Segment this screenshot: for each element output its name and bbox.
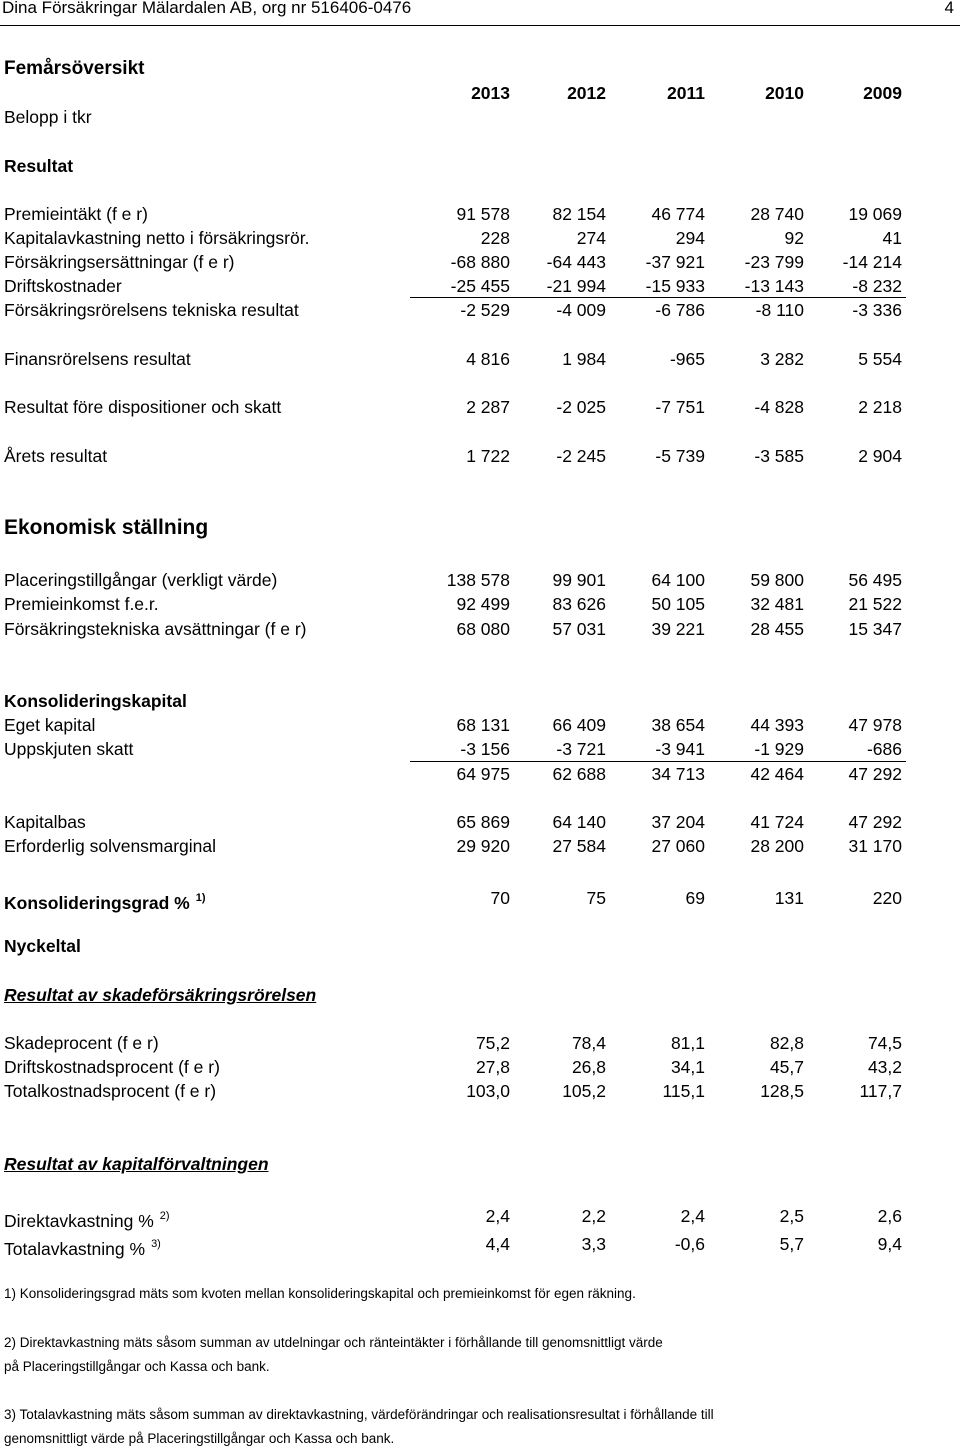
cell-2012: -64 443 [546, 252, 606, 272]
cell-2010: -23 799 [744, 252, 804, 272]
row-label: Driftskostnader [4, 276, 122, 296]
page-header [0, 0, 960, 20]
cell-2010: 28 200 [750, 836, 804, 856]
table-row [0, 738, 960, 762]
cell-2012: 83 626 [552, 594, 606, 614]
row-label: Placeringstillgångar (verkligt värde) [4, 570, 278, 590]
row-label: Premieintäkt (f e r) [4, 204, 148, 224]
footnote-2-line-2: på Placeringstillgångar och Kassa och bank. [4, 1359, 270, 1374]
cell-2010: 41 724 [750, 812, 804, 832]
cell-2011: -15 933 [645, 276, 705, 296]
cell-2012: -2 025 [556, 397, 606, 417]
subtotal-rule [410, 297, 906, 298]
cell-2011: -965 [669, 349, 705, 369]
year-header: 2009 [863, 83, 902, 103]
table-row [0, 887, 960, 911]
cell-2013: 2,4 [485, 1206, 510, 1226]
table-row [0, 569, 960, 593]
unit-row [0, 106, 960, 130]
row-label: Kapitalavkastning netto i försäkringsrör. [4, 228, 310, 248]
cell-2009: 2 218 [858, 397, 902, 417]
cell-2012: 62 688 [552, 764, 606, 784]
cell-2009: 220 [872, 888, 902, 908]
cell-2009: 5 554 [858, 349, 902, 369]
cell-2010: 131 [774, 888, 804, 908]
cell-2011: 115,1 [662, 1081, 705, 1101]
footnote-2-line-1: 2) Direktavkastning mäts såsom summan av utdelningar och ränteintäkter i förhållande till genomsnittligt värde [4, 1335, 663, 1350]
row-label: Eget kapital [4, 715, 96, 735]
cell-2011: 38 654 [651, 715, 705, 735]
table-row [0, 763, 960, 787]
table-row [0, 1032, 960, 1056]
row-label: Erforderlig solvensmarginal [4, 836, 217, 856]
cell-2010: 42 464 [750, 764, 804, 784]
footnote-3-line-2: genomsnittligt värde på Placeringstillgångar och Kassa och bank. [4, 1431, 395, 1446]
row-label: Totalkostnadsprocent (f e r) [4, 1081, 217, 1101]
cell-2011: 69 [685, 888, 705, 908]
table-row [0, 348, 960, 372]
row-label: Kapitalbas [4, 812, 86, 832]
kapital-heading-row [0, 1153, 960, 1177]
cell-2011: 81,1 [670, 1033, 705, 1053]
cell-2013: -25 455 [450, 276, 510, 296]
cell-2013: 27,8 [475, 1057, 510, 1077]
cell-2010: -13 143 [744, 276, 804, 296]
row-label: Finansrörelsens resultat [4, 349, 191, 369]
ekonomisk-heading-row [0, 517, 960, 545]
page-number: 4 [944, 0, 954, 17]
row-label [4, 887, 206, 914]
cell-2009: -14 214 [842, 252, 902, 272]
cell-2013: 4 816 [466, 349, 510, 369]
footnote-marker: 3) [151, 1238, 161, 1250]
cell-2011: 27 060 [651, 836, 705, 856]
table-row [0, 1205, 960, 1229]
cell-2011: -7 751 [655, 397, 705, 417]
cell-2010: 59 800 [750, 570, 804, 590]
resultat-heading: Resultat [4, 156, 74, 176]
cell-2011: 34,1 [670, 1057, 705, 1077]
cell-2010: 28 455 [750, 619, 804, 639]
cell-2011: 294 [675, 228, 705, 248]
footnote-1: 1) Konsolideringsgrad mäts som kvoten mellan konsolideringskapital och premieinkomst för egen räkning. [4, 1286, 636, 1301]
header-title: Dina Försäkringar Mälardalen AB, org nr 516406-0476 [2, 0, 412, 17]
cell-2012: 105,2 [562, 1081, 606, 1101]
cell-2009: -8 232 [852, 276, 902, 296]
year-header: 2012 [567, 83, 606, 103]
konsolideringsgrad-label: Konsolideringsgrad % [4, 893, 190, 913]
cell-2013: 138 578 [446, 570, 510, 590]
cell-2012: 1 984 [562, 349, 606, 369]
table-row [0, 1080, 960, 1104]
cell-2013: 29 920 [456, 836, 510, 856]
resultat-heading-row [0, 155, 960, 179]
footnote-marker: 2) [159, 1210, 170, 1222]
cell-2013: 64 975 [456, 764, 510, 784]
cell-2010: -4 828 [754, 397, 804, 417]
cell-2010: 32 481 [750, 594, 804, 614]
table-row [0, 714, 960, 738]
table-row [0, 618, 960, 642]
cell-2009: 47 978 [848, 715, 902, 735]
cell-2012: 274 [576, 228, 606, 248]
cell-2012: 82 154 [552, 204, 606, 224]
cell-2013: 70 [490, 888, 510, 908]
cell-2012: 57 031 [552, 619, 606, 639]
table-row [0, 1056, 960, 1080]
cell-2011: 64 100 [651, 570, 705, 590]
cell-2009: 31 170 [848, 836, 902, 856]
cell-2010: 5,7 [779, 1234, 804, 1254]
table-row [0, 251, 960, 275]
cell-2012: -2 245 [556, 446, 606, 466]
cell-2012: 78,4 [571, 1033, 606, 1053]
row-label: Skadeprocent (f e r) [4, 1033, 159, 1053]
cell-2010: -8 110 [755, 300, 804, 320]
table-row [0, 593, 960, 617]
skade-heading-row [0, 984, 960, 1008]
year-header-row [0, 82, 960, 106]
table-row [0, 835, 960, 859]
cell-2013: 4,4 [485, 1234, 510, 1254]
cell-2009: -686 [866, 739, 902, 759]
cell-2010: 3 282 [760, 349, 804, 369]
row-label: Resultat före dispositioner och skatt [4, 397, 282, 417]
table-row [0, 811, 960, 835]
cell-2011: -6 786 [655, 300, 705, 320]
cell-2011: -5 739 [655, 446, 705, 466]
nyckeltal-heading-row [0, 935, 960, 959]
cell-2009: 47 292 [848, 764, 902, 784]
ekonomisk-heading: Ekonomisk ställning [4, 516, 209, 539]
kapital-heading: Resultat av kapitalförvaltningen [4, 1154, 269, 1174]
year-header: 2013 [471, 83, 510, 103]
cell-2013: 65 869 [456, 812, 510, 832]
cell-2012: 66 409 [552, 715, 606, 735]
cell-2009: 117,7 [859, 1081, 902, 1101]
table-row [0, 445, 960, 469]
cell-2010: -1 929 [754, 739, 804, 759]
cell-2010: 2,5 [779, 1206, 804, 1226]
cell-2009: 9,4 [877, 1234, 902, 1254]
table-row [0, 396, 960, 420]
cell-2013: 75,2 [475, 1033, 510, 1053]
cell-2011: -0,6 [674, 1234, 705, 1254]
cell-2010: -3 585 [754, 446, 804, 466]
row-label: Försäkringsrörelsens tekniska resultat [4, 300, 299, 320]
cell-2013: -2 529 [460, 300, 510, 320]
row-label: Försäkringsersättningar (f e r) [4, 252, 235, 272]
cell-2011: 2,4 [680, 1206, 705, 1226]
cell-2010: 28 740 [750, 204, 804, 224]
year-header: 2010 [765, 83, 804, 103]
cell-2012: 2,2 [581, 1206, 606, 1226]
cell-2012: -21 994 [546, 276, 606, 296]
cell-2013: 92 499 [456, 594, 510, 614]
konsolidering-heading: Konsolideringskapital [4, 691, 187, 711]
table-row [0, 275, 960, 299]
cell-2013: 1 722 [466, 446, 510, 466]
table-row [0, 299, 960, 323]
cell-2010: 82,8 [769, 1033, 804, 1053]
row-label: Driftskostnadsprocent (f e r) [4, 1057, 220, 1077]
cell-2009: 41 [882, 228, 902, 248]
cell-2011: -37 921 [645, 252, 705, 272]
totalavkastning-label: Totalavkastning % [4, 1239, 146, 1259]
cell-2009: -3 336 [852, 300, 902, 320]
row-label: Försäkringstekniska avsättningar (f e r) [4, 619, 307, 639]
konsolidering-heading-row [0, 690, 960, 714]
row-label [4, 1233, 161, 1260]
row-label: Årets resultat [4, 446, 108, 466]
cell-2009: 15 347 [848, 619, 902, 639]
cell-2013: 103,0 [466, 1081, 510, 1101]
section-title: Femårsöversikt [4, 58, 145, 79]
table-row [0, 227, 960, 251]
cell-2012: 64 140 [552, 812, 606, 832]
cell-2009: 2 904 [858, 446, 902, 466]
cell-2011: 39 221 [651, 619, 705, 639]
cell-2012: -4 009 [556, 300, 606, 320]
cell-2013: 91 578 [456, 204, 510, 224]
cell-2010: 44 393 [750, 715, 804, 735]
cell-2011: 37 204 [651, 812, 705, 832]
cell-2013: -68 880 [450, 252, 510, 272]
cell-2013: 228 [480, 228, 510, 248]
cell-2011: -3 941 [655, 739, 705, 759]
cell-2009: 21 522 [848, 594, 902, 614]
header-divider [0, 25, 960, 26]
table-row [0, 203, 960, 227]
cell-2012: 99 901 [552, 570, 606, 590]
cell-2012: 27 584 [552, 836, 606, 856]
year-header: 2011 [667, 83, 705, 103]
cell-2009: 43,2 [867, 1057, 902, 1077]
cell-2013: 68 131 [456, 715, 510, 735]
cell-2013: -3 156 [460, 739, 510, 759]
cell-2010: 45,7 [769, 1057, 804, 1077]
cell-2009: 47 292 [848, 812, 902, 832]
cell-2012: -3 721 [556, 739, 606, 759]
cell-2009: 2,6 [877, 1206, 902, 1226]
table-row [0, 1233, 960, 1257]
row-label: Premieinkomst f.e.r. [4, 594, 159, 614]
cell-2009: 19 069 [848, 204, 902, 224]
cell-2010: 128,5 [760, 1081, 804, 1101]
row-label [4, 1205, 170, 1232]
unit-label: Belopp i tkr [4, 107, 92, 127]
footnote-3-line-1: 3) Totalavkastning mäts såsom summan av direktavkastning, värdeförändringar och realisationsresultat i förhållande till [4, 1407, 714, 1422]
cell-2012: 75 [586, 888, 606, 908]
cell-2011: 34 713 [651, 764, 705, 784]
subtotal-rule [410, 761, 906, 762]
section-title-row [0, 58, 960, 82]
cell-2013: 2 287 [466, 397, 510, 417]
direktavkastning-label: Direktavkastning % [4, 1211, 154, 1231]
cell-2011: 46 774 [651, 204, 705, 224]
cell-2010: 92 [784, 228, 804, 248]
cell-2013: 68 080 [456, 619, 510, 639]
row-label: Uppskjuten skatt [4, 739, 134, 759]
cell-2011: 50 105 [651, 594, 705, 614]
nyckeltal-heading: Nyckeltal [4, 936, 81, 956]
cell-2009: 56 495 [848, 570, 902, 590]
cell-2012: 26,8 [571, 1057, 606, 1077]
cell-2012: 3,3 [581, 1234, 606, 1254]
cell-2009: 74,5 [867, 1033, 902, 1053]
skade-heading: Resultat av skadeförsäkringsrörelsen [4, 985, 317, 1005]
footnote-marker: 1) [195, 892, 206, 904]
